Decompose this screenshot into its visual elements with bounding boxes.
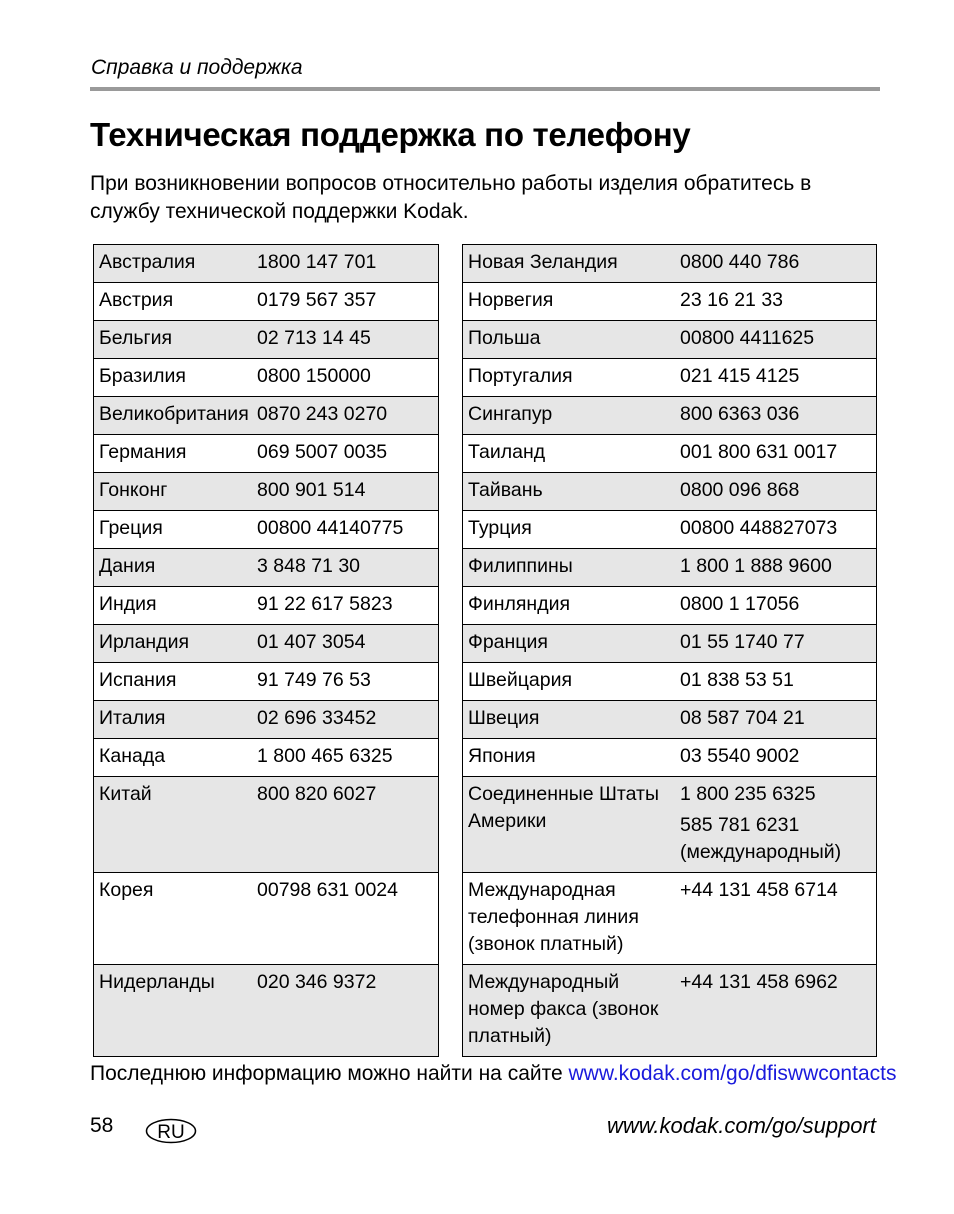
phone-number: 0179 567 357: [257, 289, 377, 311]
country-cell: Германия: [94, 435, 253, 473]
phone-number-cell: [675, 245, 877, 283]
country-cell: Корея: [94, 873, 253, 965]
footer-note: [90, 1062, 896, 1086]
country-cell: Швеция: [463, 701, 676, 739]
country-cell: Ирландия: [94, 625, 253, 663]
phone-number-cell: [675, 873, 877, 965]
phone-number: 08 587 704 21: [680, 707, 805, 729]
country-cell: Испания: [94, 663, 253, 701]
phone-number: 0870 243 0270: [257, 403, 388, 425]
phone-number: 3 848 71 30: [257, 555, 361, 577]
table-row: [463, 701, 877, 739]
phone-number-cell: [252, 283, 439, 321]
phone-number: 03 5540 9002: [680, 745, 800, 767]
table-row: [463, 397, 877, 435]
country-cell: Польша: [463, 321, 676, 359]
phone-number: 00800 448827073: [680, 517, 838, 539]
page-number: 58: [90, 1114, 114, 1137]
phone-number-cell: [675, 511, 877, 549]
phone-number-cell: [252, 359, 439, 397]
country-cell: Дания: [94, 549, 253, 587]
running-header: Справка и поддержка: [91, 56, 303, 79]
country-cell: Новая Зеландия: [463, 245, 676, 283]
phone-number-cell: [675, 965, 877, 1057]
country-cell: Швейцария: [463, 663, 676, 701]
phone-number: 1 800 465 6325: [257, 745, 393, 767]
phone-number: 800 901 514: [257, 479, 366, 501]
phone-number-cell: [675, 321, 877, 359]
phone-number-cell: [675, 549, 877, 587]
table-row: [94, 435, 439, 473]
phone-number-cell: [252, 663, 439, 701]
country-cell: Бразилия: [94, 359, 253, 397]
phone-number-cell: [252, 587, 439, 625]
table-row: [94, 549, 439, 587]
phone-number-cell: [252, 245, 439, 283]
phone-number-cell: [675, 359, 877, 397]
phone-number: 01 838 53 51: [680, 669, 794, 691]
table-row: [94, 359, 439, 397]
table-row: [463, 549, 877, 587]
phone-number: 0800 440 786: [680, 251, 800, 273]
table-row: [94, 965, 439, 1057]
phone-number: 91 22 617 5823: [257, 593, 393, 615]
country-cell: Международный номер факса (звонок платный): [463, 965, 676, 1057]
table-row: [463, 435, 877, 473]
phone-number-cell: [675, 283, 877, 321]
country-cell: Греция: [94, 511, 253, 549]
country-cell: Австралия: [94, 245, 253, 283]
country-cell: Австрия: [94, 283, 253, 321]
phone-number: 00800 4411625: [680, 327, 815, 349]
phone-number: 020 346 9372: [257, 971, 377, 993]
phone-number: 001 800 631 0017: [680, 441, 838, 463]
country-cell: Филиппины: [463, 549, 676, 587]
table-row: [94, 777, 439, 873]
phone-number-cell: [675, 625, 877, 663]
phone-number-cell: [675, 473, 877, 511]
table-row: [94, 739, 439, 777]
table-row: [94, 625, 439, 663]
country-cell: Франция: [463, 625, 676, 663]
country-cell: Соединенные Штаты Америки: [463, 777, 676, 873]
phone-number-cell: [675, 587, 877, 625]
phone-number: 00800 44140775: [257, 517, 404, 539]
phone-number: +44 131 458 6714: [680, 879, 838, 901]
phone-number-cell: [252, 435, 439, 473]
phone-number-cell: [675, 739, 877, 777]
phone-number-cell: [252, 965, 439, 1057]
table-row: [463, 587, 877, 625]
phone-number: 01 407 3054: [257, 631, 366, 653]
table-row: [463, 663, 877, 701]
phone-number-cell: [252, 739, 439, 777]
phone-number: 069 5007 0035: [257, 441, 388, 463]
table-row: [463, 625, 877, 663]
phone-number-cell: [252, 473, 439, 511]
table-row: [463, 965, 877, 1057]
phone-number-cell: [675, 663, 877, 701]
country-cell: Нидерланды: [94, 965, 253, 1057]
table-row: [94, 321, 439, 359]
support-url: www.kodak.com/go/support: [606, 1113, 876, 1138]
phone-number: 1 800 1 888 9600: [680, 555, 832, 577]
table-row: [94, 397, 439, 435]
phone-table-right: [462, 244, 877, 1057]
table-row: [94, 663, 439, 701]
phone-number: 585 781 6231 (международный): [680, 814, 842, 863]
country-cell: Бельгия: [94, 321, 253, 359]
phone-number: 01 55 1740 77: [680, 631, 805, 653]
phone-number-cell: [252, 397, 439, 435]
table-row: [94, 283, 439, 321]
contacts-link[interactable]: www.kodak.com/go/dfiswwcontacts: [568, 1062, 897, 1085]
table-row: [463, 873, 877, 965]
table-row: [463, 245, 877, 283]
phone-number: 021 415 4125: [680, 365, 800, 387]
phone-number-cell: [675, 777, 877, 873]
country-cell: Турция: [463, 511, 676, 549]
phone-number: 800 6363 036: [680, 403, 800, 425]
phone-number-cell: [252, 625, 439, 663]
phone-number: 91 749 76 53: [257, 669, 371, 691]
phone-number-cell: [675, 397, 877, 435]
table-row: [94, 587, 439, 625]
phone-number: 02 713 14 45: [257, 327, 371, 349]
phone-number-cell: [252, 511, 439, 549]
language-badge-label: RU: [157, 1122, 185, 1143]
table-row: [94, 701, 439, 739]
phone-number: +44 131 458 6962: [680, 971, 838, 993]
phone-number-cell: [252, 777, 439, 873]
country-cell: Индия: [94, 587, 253, 625]
country-cell: Япония: [463, 739, 676, 777]
country-cell: Международная телефонная линия (звонок платный): [463, 873, 676, 965]
phone-number-cell: [675, 435, 877, 473]
table-row: [463, 739, 877, 777]
phone-number: 0800 1 17056: [680, 593, 800, 615]
country-cell: Таиланд: [463, 435, 676, 473]
country-cell: Китай: [94, 777, 253, 873]
phone-number-cell: [252, 321, 439, 359]
phone-number-cell: [252, 549, 439, 587]
phone-number: 1 800 235 6325: [680, 783, 816, 805]
table-row: [463, 777, 877, 873]
phone-number-cell: [252, 701, 439, 739]
country-cell: Сингапур: [463, 397, 676, 435]
table-row: [463, 283, 877, 321]
header-rule: [90, 87, 880, 91]
phone-number: 00798 631 0024: [257, 879, 398, 901]
country-cell: Португалия: [463, 359, 676, 397]
phone-number: 800 820 6027: [257, 783, 377, 805]
country-cell: Канада: [94, 739, 253, 777]
table-row: [463, 473, 877, 511]
table-row: [94, 873, 439, 965]
phone-number: 0800 150000: [257, 365, 371, 387]
phone-number: 0800 096 868: [680, 479, 800, 501]
intro-paragraph: При возникновении вопросов относительно работы изделия обратитесь в службу технической поддержки Kodak.: [90, 172, 812, 223]
table-row: [463, 511, 877, 549]
phone-number-cell: [675, 701, 877, 739]
country-cell: Финляндия: [463, 587, 676, 625]
phone-number: 23 16 21 33: [680, 289, 784, 311]
footer-text: Последнюю информацию можно найти на сайте: [90, 1062, 569, 1085]
phone-number-cell: [252, 873, 439, 965]
country-cell: Великобритания: [94, 397, 253, 435]
page-title: Техническая поддержка по телефону: [90, 116, 691, 153]
table-row: [94, 245, 439, 283]
phone-number: 1800 147 701: [257, 251, 377, 273]
phone-number: 02 696 33452: [257, 707, 377, 729]
table-row: [94, 473, 439, 511]
table-row: [463, 359, 877, 397]
table-row: [94, 511, 439, 549]
country-cell: Норвегия: [463, 283, 676, 321]
language-badge-icon: [145, 1118, 197, 1144]
country-cell: Тайвань: [463, 473, 676, 511]
country-cell: Италия: [94, 701, 253, 739]
phone-table-left: [93, 244, 439, 1057]
country-cell: Гонконг: [94, 473, 253, 511]
table-row: [463, 321, 877, 359]
